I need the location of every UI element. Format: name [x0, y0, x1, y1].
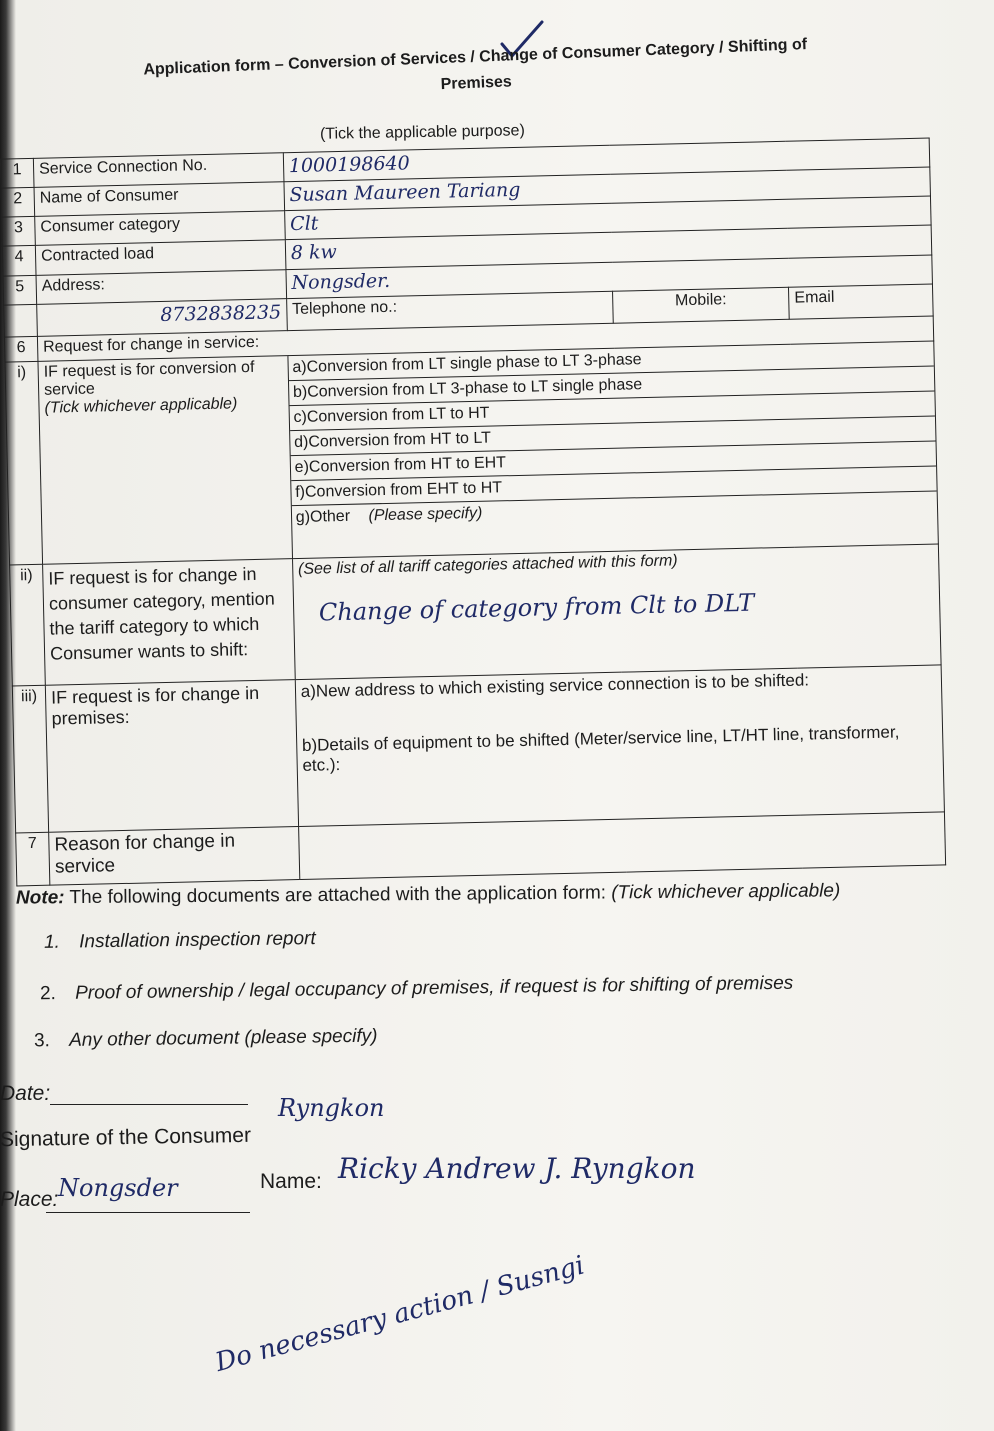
premises-change-cell	[295, 665, 944, 827]
tariff-list-note: (See list of all tariff categories attached with this form)	[297, 552, 678, 579]
note-text: The following documents are attached with the application form:	[69, 882, 607, 909]
option-eht-to-ht[interactable]: f)Conversion from EHT to HT	[291, 467, 937, 507]
telephone-label: Telephone no.:	[286, 291, 613, 331]
other-label: g)Other	[295, 507, 351, 527]
row-number: iii)	[12, 685, 48, 833]
category-change-label: IF request is for change in consumer category, mention the tariff category to which Consumer wants to shift:	[43, 559, 295, 686]
name-label: Name:	[260, 1170, 322, 1193]
contracted-load-label: Contracted load	[35, 240, 285, 275]
consumer-category-label: Consumer category	[35, 211, 285, 246]
equipment-details-field[interactable]: b)Details of equipment to be shifted (Meter/service line, LT/HT line, transformer, etc.):	[301, 722, 900, 776]
mobile-label: Mobile:	[613, 287, 790, 323]
email-label: Email	[789, 284, 934, 320]
new-address-field[interactable]: a)New address to which existing service connection is to be shifted:	[300, 670, 810, 702]
row-number: 6	[4, 337, 38, 363]
note-prefix: Note:	[15, 887, 65, 909]
address-value[interactable]: Nongsder.	[286, 255, 933, 299]
service-connection-label: Service Connection No.	[33, 153, 283, 188]
row-number: ii)	[10, 564, 46, 686]
form-title: Application form – Conversion of Services / Change of Consumer Category / Shifting of Premises	[143, 36, 808, 94]
handwritten-remark: Do necessary action / Susngi	[212, 1250, 588, 1378]
application-form-table	[0, 138, 946, 887]
document-item-3[interactable]	[34, 1026, 378, 1053]
consumer-name-label: Name of Consumer	[34, 182, 284, 217]
row-number: 4	[2, 246, 36, 276]
request-change-label: Request for change in service:	[37, 316, 933, 361]
conversion-request-label	[38, 356, 292, 565]
date-line[interactable]	[50, 1104, 248, 1105]
option-lt-to-ht[interactable]: c)Conversion from LT to HT	[289, 392, 935, 432]
item-number: 1.	[43, 931, 61, 953]
option-lt3-to-lt1[interactable]: b)Conversion from LT 3-phase to LT single phase	[289, 367, 935, 407]
tick-applicable-note: (Tick whichever applicable)	[44, 395, 238, 417]
place-value[interactable]: Nongsder	[58, 1174, 178, 1202]
note-tick-hint: (Tick whichever applicable)	[611, 880, 841, 904]
date-label: Date:	[0, 1082, 51, 1105]
address-label: Address:	[36, 269, 286, 304]
consumer-category-value[interactable]: Clt	[284, 196, 931, 240]
conversion-request-text: IF request is for conversion of service	[43, 358, 255, 399]
place-label: Place:	[0, 1188, 59, 1211]
row-number: 5	[3, 275, 37, 305]
option-ht-to-eht[interactable]: e)Conversion from HT to EHT	[290, 442, 936, 482]
consumer-signature: Ryngkon	[278, 1094, 385, 1122]
item-text: Proof of ownership / legal occupancy of premises, if request is for shifting of premises	[75, 972, 794, 1004]
option-lt1-to-lt3[interactable]: a)Conversion from LT single phase to LT 3-phase	[288, 342, 934, 382]
item-text: Installation inspection report	[78, 928, 316, 953]
item-number: 2.	[39, 983, 57, 1005]
row-number: 1	[0, 158, 34, 188]
contracted-load-value[interactable]: 8 kw	[285, 226, 932, 270]
form-subtitle: (Tick the applicable purpose)	[319, 122, 525, 143]
row-number: i)	[5, 361, 43, 565]
item-number: 3.	[33, 1030, 51, 1052]
signature-label: Signature of the Consumer	[0, 1123, 252, 1152]
consumer-name-value[interactable]: Susan Maureen Tariang	[284, 167, 931, 211]
row-number: 3	[2, 217, 36, 247]
phone-number-value[interactable]: 8732838235	[37, 298, 287, 336]
category-change-cell	[292, 544, 941, 680]
row-number: 2	[1, 188, 35, 218]
item-text: Any other document (please specify)	[69, 1025, 378, 1051]
service-connection-value[interactable]: 1000198640	[283, 138, 930, 182]
row-number: 7	[16, 832, 50, 886]
please-specify-note: (Please specify)	[368, 504, 483, 525]
conversion-options	[288, 341, 939, 559]
reason-label: Reason for change in service	[49, 827, 300, 886]
place-line	[46, 1212, 250, 1213]
option-ht-to-lt[interactable]: d)Conversion from HT to LT	[290, 417, 936, 457]
premises-change-label: IF request is for change in premises:	[45, 680, 298, 833]
document-item-2[interactable]	[40, 973, 793, 1006]
name-value[interactable]: Ricky Andrew J. Ryngkon	[338, 1152, 696, 1185]
document-item-1[interactable]	[44, 928, 316, 954]
category-change-value[interactable]: Change of category from Clt to DLT	[318, 588, 755, 627]
documents-note	[16, 880, 840, 909]
